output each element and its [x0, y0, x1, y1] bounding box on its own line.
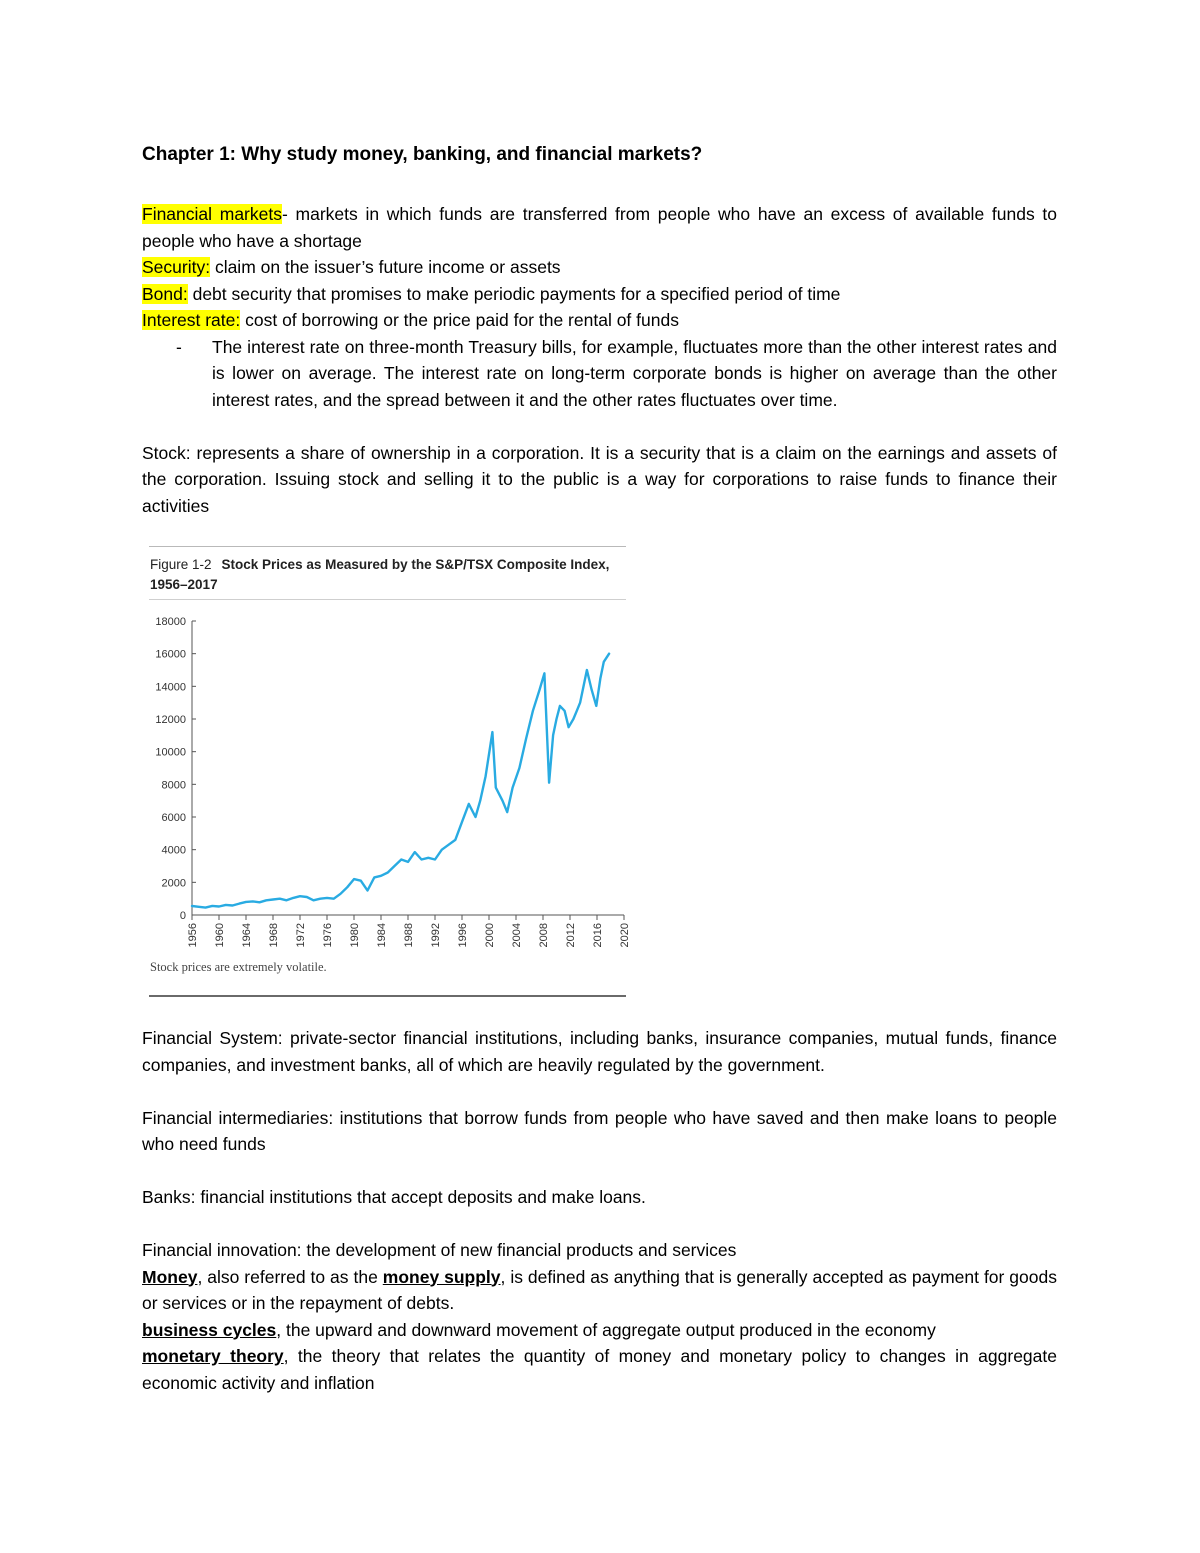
figure-caption-text: Stock Prices as Measured by the S&P/TSX Composite Index, 1956–2017 — [150, 557, 610, 592]
x-tick-label: 2012 — [565, 923, 577, 948]
y-tick-label: 10000 — [155, 746, 186, 759]
money-term: Money — [142, 1266, 198, 1287]
financial-markets-term: Financial markets — [142, 204, 282, 224]
financial-intermediaries-definition: Financial intermediaries: institutions that borrow funds from people who have saved and then make loans to people who need funds — [142, 1107, 1057, 1154]
stock-definition: Stock: represents a share of ownership in a corporation. It is a security that is a claim on the earnings and assets of the corporation. Issuing stock and selling it to the public is a way for corporations to raise funds to finance their activities — [142, 442, 1057, 516]
interest-rate-bullet-text: The interest rate on three-month Treasury bills, for example, fluctuates more than the other interest rates and is lower on average. The interest rate on long-term corporate bonds is higher on average than the other interest rates, and the spread between it and the other rates fluctuates over time. — [212, 336, 1057, 410]
business-cycles-definition — [142, 1317, 1057, 1344]
interest-rate-text: cost of borrowing or the price paid for the rental of funds — [240, 310, 679, 330]
x-tick-label: 1960 — [214, 923, 226, 948]
monetary-theory-text: , the theory that relates the quantity of money and monetary policy to changes in aggregate economic activity and inflation — [142, 1346, 1057, 1393]
money-text-2: , is defined as anything that is generally accepted as payment for goods or services or in the repayment of debts. — [142, 1266, 1057, 1313]
x-tick-label: 1972 — [295, 923, 307, 948]
interest-rate-term: Interest rate: — [142, 310, 241, 330]
y-tick-label: 12000 — [155, 714, 186, 726]
figure-mid-rule — [149, 599, 626, 600]
business-cycles-text: , the upward and downward movement of aggregate output produced in the economy — [276, 1319, 936, 1340]
y-tick-label: 6000 — [161, 812, 186, 824]
x-tick-label: 2008 — [538, 923, 550, 948]
figure-1-2 — [149, 546, 631, 998]
security-term: Security: — [142, 257, 211, 277]
x-tick-label: 2016 — [592, 923, 604, 948]
financial-markets-definition — [142, 201, 1057, 254]
monetary-theory-definition — [142, 1343, 1057, 1396]
x-tick-label: 1956 — [187, 923, 199, 948]
y-tick-label: 16000 — [155, 648, 186, 661]
y-tick-label: 4000 — [161, 844, 186, 857]
y-tick-label: 18000 — [155, 616, 186, 628]
definitions-block — [142, 201, 1057, 519]
definitions-block-2 — [142, 1025, 1057, 1396]
x-tick-label: 1988 — [403, 923, 415, 948]
figure-bottom-rule — [149, 995, 626, 997]
stock-price-chart — [149, 602, 631, 1012]
x-tick-label: 1968 — [268, 923, 280, 948]
x-tick-label: 2000 — [484, 923, 496, 948]
security-text: claim on the issuer’s future income or assets — [210, 257, 561, 277]
financial-innovation-definition: Financial innovation: the development of new financial products and services — [142, 1240, 737, 1260]
bond-definition — [142, 281, 1057, 308]
y-tick-label: 0 — [179, 910, 186, 922]
x-tick-label: 1964 — [241, 923, 253, 948]
x-tick-label: 1980 — [349, 923, 361, 948]
bullet-dash: - — [176, 336, 182, 357]
money-definition — [142, 1264, 1057, 1317]
x-tick-label: 1984 — [376, 923, 388, 948]
x-tick-label: 1996 — [457, 923, 469, 948]
bond-text: debt security that promises to make periodic payments for a specified period of time — [187, 283, 841, 304]
figure-top-rule — [149, 546, 626, 547]
x-tick-label: 2004 — [511, 923, 523, 948]
figure-note: Stock prices are extremely volatile. — [150, 960, 327, 974]
banks-definition: Banks: financial institutions that accept deposits and make loans. — [142, 1187, 646, 1207]
money-supply-term: money supply — [382, 1266, 501, 1287]
y-tick-label: 14000 — [155, 681, 186, 694]
financial-system-definition: Financial System: private-sector financial institutions, including banks, insurance companies, mutual funds, finance companies, and investment banks, all of which are heavily regulated by the government. — [142, 1028, 1057, 1075]
figure-number: Figure 1-2 — [150, 557, 212, 572]
chapter-title: Chapter 1: Why study money, banking, and financial markets? — [142, 144, 703, 165]
money-text-1: , also referred to as the — [197, 1266, 383, 1287]
series-line-0 — [192, 654, 609, 908]
y-tick-label: 8000 — [161, 779, 186, 792]
bond-term: Bond: — [142, 283, 188, 304]
x-tick-label: 1976 — [322, 923, 334, 948]
figure-caption — [150, 555, 626, 595]
security-definition — [142, 254, 1057, 281]
interest-rate-definition — [142, 307, 1057, 334]
interest-rate-bullet — [142, 334, 1057, 414]
x-tick-label: 1992 — [430, 923, 442, 948]
financial-markets-text: - markets in which funds are transferred from people who have an excess of available funds to people who have a shortage — [142, 204, 1057, 251]
monetary-theory-term: monetary theory — [142, 1346, 284, 1366]
x-tick-label: 2020 — [619, 923, 631, 948]
business-cycles-term: business cycles — [142, 1319, 277, 1340]
y-tick-label: 2000 — [161, 877, 186, 890]
